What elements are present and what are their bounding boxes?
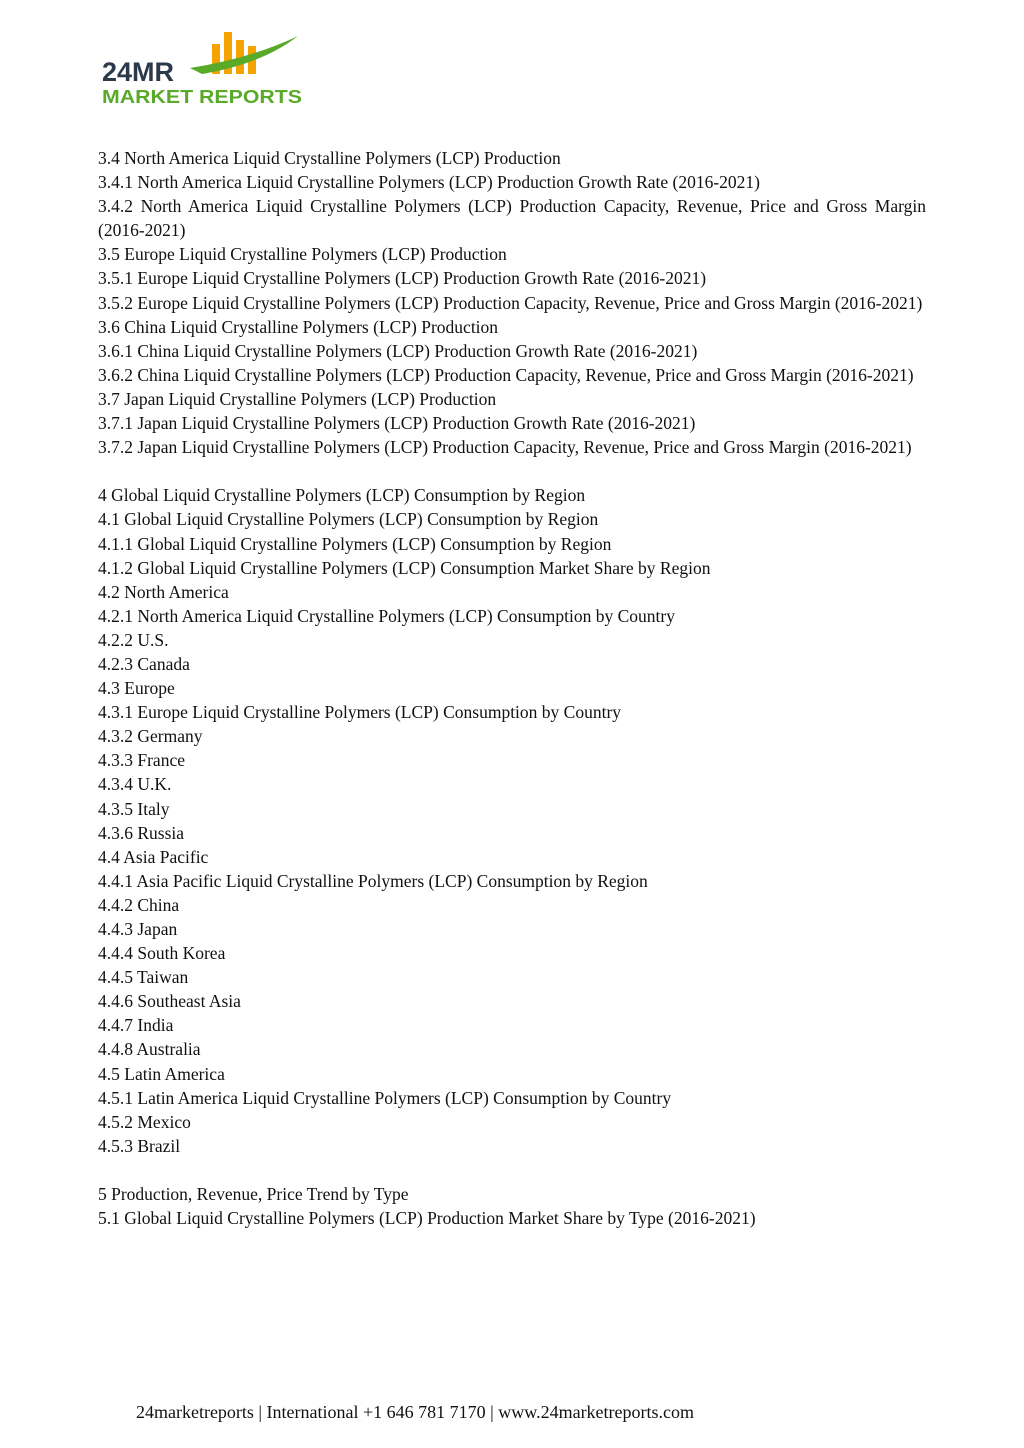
toc-line: 4.2.2 U.S. [98, 629, 169, 650]
logo-graphic [102, 28, 306, 108]
toc-line: 4.5 Latin America [98, 1063, 225, 1084]
toc-line: 4.1.1 Global Liquid Crystalline Polymers (LCP) Consumption by Region [98, 533, 612, 554]
toc-line: 3.5.1 Europe Liquid Crystalline Polymers (LCP) Production Growth Rate (2016-2021) [98, 268, 707, 289]
toc-line: 4.4.5 Taiwan [98, 967, 189, 988]
toc-line: 4.4.4 South Korea [98, 943, 226, 964]
toc-line: 4.3.2 Germany [98, 726, 203, 747]
toc-line: 3.6.1 China Liquid Crystalline Polymers (LCP) Production Growth Rate (2016-2021) [98, 340, 698, 361]
toc-line: 4.2 North America [98, 581, 229, 602]
toc-line: 4.4.6 Southeast Asia [98, 991, 241, 1012]
toc-line: 4.4.1 Asia Pacific Liquid Crystalline Polymers (LCP) Consumption by Region [98, 870, 648, 891]
toc-line: 4.4.2 China [98, 894, 180, 915]
toc-line: 4.3.6 Russia [98, 822, 185, 843]
toc-line: 3.6 China Liquid Crystalline Polymers (LCP) Production [98, 316, 499, 337]
toc-line: 4.1.2 Global Liquid Crystalline Polymers (LCP) Consumption Market Share by Region [98, 557, 711, 578]
logo-text-bottom: MARKET REPORTS [102, 86, 302, 107]
toc-line: 4.3.4 U.K. [98, 774, 172, 795]
table-of-contents [98, 146, 926, 1230]
toc-line: 4.3.1 Europe Liquid Crystalline Polymers (LCP) Consumption by Country [98, 702, 622, 723]
toc-line: 3.5.2 Europe Liquid Crystalline Polymers (LCP) Production Capacity, Revenue, Price and Gross Margin (2016-2021) [98, 292, 923, 313]
logo-text-top: 24MR [102, 57, 175, 87]
section-gap [98, 459, 926, 483]
page-footer: 24marketreports | International +1 646 781 7170 | www.24marketreports.com [135, 1402, 695, 1422]
toc-line: 3.4.1 North America Liquid Crystalline Polymers (LCP) Production Growth Rate (2016-2021) [98, 172, 760, 193]
toc-line: 4.2.1 North America Liquid Crystalline Polymers (LCP) Consumption by Country [98, 605, 675, 626]
toc-line: 3.4.2 North America Liquid Crystalline Polymers (LCP) Production Capacity, Revenue, Price and Gross Margin (2016-2021) [98, 196, 926, 241]
toc-line: 4.3.3 France [98, 750, 185, 771]
toc-line: 4.2.3 Canada [98, 653, 190, 674]
toc-line: 4.1 Global Liquid Crystalline Polymers (LCP) Consumption by Region [98, 509, 599, 530]
toc-line: 4.5.1 Latin America Liquid Crystalline Polymers (LCP) Consumption by Country [98, 1087, 672, 1108]
toc-line: 4.5.2 Mexico [98, 1111, 191, 1132]
toc-line: 4.4.8 Australia [98, 1039, 201, 1060]
company-logo [102, 28, 306, 108]
toc-line: 3.7.1 Japan Liquid Crystalline Polymers (LCP) Production Growth Rate (2016-2021) [98, 413, 696, 434]
toc-line: 3.4 North America Liquid Crystalline Polymers (LCP) Production [98, 148, 561, 168]
toc-line: 3.6.2 China Liquid Crystalline Polymers (LCP) Production Capacity, Revenue, Price and Gross Margin (2016-2021) [98, 364, 914, 385]
toc-line: 4.4.3 Japan [98, 919, 178, 939]
toc-line: 3.5 Europe Liquid Crystalline Polymers (LCP) Production [98, 244, 507, 265]
toc-line: 3.7 Japan Liquid Crystalline Polymers (LCP) Production [98, 388, 497, 409]
toc-line: 4.4 Asia Pacific [98, 846, 209, 867]
toc-line: 5.1 Global Liquid Crystalline Polymers (LCP) Production Market Share by Type (2016-2021) [98, 1208, 756, 1229]
toc-line: 5 Production, Revenue, Price Trend by Type [98, 1184, 409, 1205]
toc-line: 4.5.3 Brazil [98, 1135, 181, 1156]
toc-line: 4.4.7 India [98, 1015, 174, 1036]
toc-line: 4.3 Europe [98, 678, 175, 699]
section-gap [98, 1158, 926, 1182]
toc-line: 4.3.5 Italy [98, 798, 170, 819]
toc-line: 3.7.2 Japan Liquid Crystalline Polymers (LCP) Production Capacity, Revenue, Price and Gross Margin (2016-2021) [98, 437, 912, 458]
toc-line: 4 Global Liquid Crystalline Polymers (LCP) Consumption by Region [98, 485, 586, 506]
